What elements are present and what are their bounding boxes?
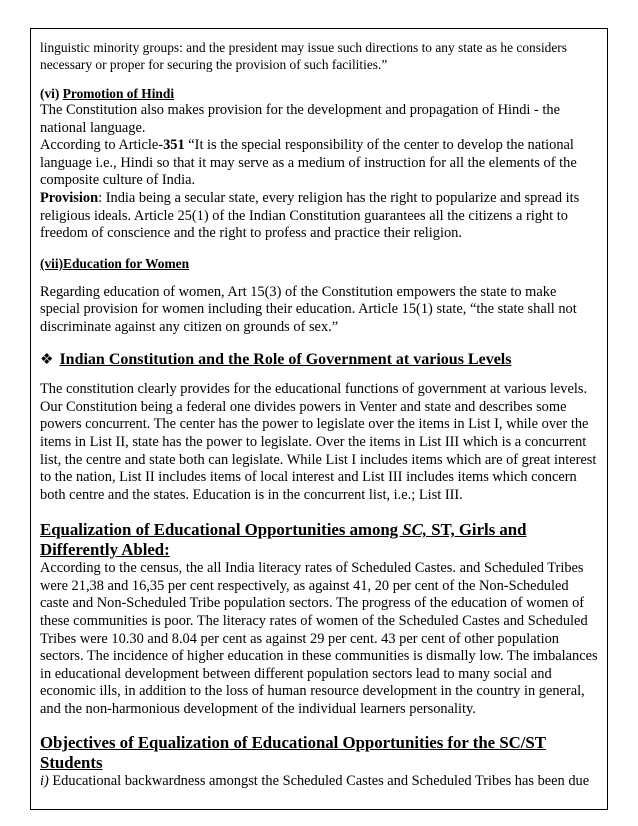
section-equal-paragraph: According to the census, the all India literacy rates of Scheduled Castes. and Scheduled Tribes were 21,38 and 16,35 per cent respectively, as against 41, 20 per cent of the Non-Scheduled caste and Non-Scheduled Tribe population sectors. The progress of the education of women of these communities is poor. The literacy rates of women of the Scheduled Castes and Scheduled Tribes were 10.30 and 8.04 per cent as against 29 per cent. 43 per cent of other population sectors. The incidence of higher education in these communities is dismally low. The imbalances in educational development between different population sectors lead to many social and economic ills, in addition to the loss of human resource development in the country in general, and the non-harmonious development of the individual learners personality. bbox=[40, 560, 598, 718]
intro-continuation: linguistic minority groups: and the president may issue such directions to any state as he considers necessary or proper for securing the provision of such facilities.” bbox=[40, 40, 567, 72]
provision-paragraph bbox=[40, 190, 599, 243]
provision-text: : India being a secular state, every religion has the right to popularize and spread its religious ideals. Article 25(1) of the Indian Constitution guarantees all the citizens a right to freedom of conscience and the right to profess and practice their religion. bbox=[40, 189, 580, 242]
section-obj-item bbox=[40, 773, 599, 791]
provision-label: Provision bbox=[40, 189, 99, 206]
section-vi-number: (vi) bbox=[40, 86, 60, 101]
section-vi-heading bbox=[40, 85, 599, 102]
section-gov-heading bbox=[40, 351, 599, 370]
equal-heading-sc: SC, bbox=[402, 520, 427, 540]
article-text: “It is the special responsibility of the center to develop the national language i.e., Hindi so that it may serve as a medium of instruction for all the elements of the composite culture of India. bbox=[40, 137, 577, 189]
section-vi-paragraph-1: The Constitution also makes provision for the development and propagation of Hindi - the national language. bbox=[40, 102, 560, 136]
section-obj-heading: Objectives of Equalization of Educational Opportunities for the SC/ST Students bbox=[40, 732, 546, 772]
equal-heading-part-b: ST, Girls and Differently Abled: bbox=[40, 520, 527, 560]
document-page bbox=[30, 28, 608, 810]
objective-item-text: Educational backwardness amongst the Scheduled Castes and Scheduled Tribes has been due bbox=[48, 772, 590, 789]
article-number: 351 bbox=[163, 137, 185, 154]
section-equal-heading bbox=[40, 520, 599, 560]
diamond-bullet-icon: ❖ bbox=[40, 351, 54, 368]
section-gov-paragraph: The constitution clearly provides for the educational functions of government at various levels. Our Constitution being a federal one divides powers in Venter and state and describes some powers concurrent. The center has the power to legislate over the items in List I, while over the items in List II, state has the power to legislate. Over the items in List III which is a concurrent list, the centre and state both can legislate. While List I includes items which are of great interest to the nation, List II includes items of local interest and List III includes items which concern both centre and the states. Education is in the concurrent list, i.e.; List III. bbox=[40, 381, 597, 503]
section-gov-title: Indian Constitution and the Role of Government at various Levels bbox=[59, 350, 512, 368]
equal-heading-part-a: Equalization of Educational Opportunities among bbox=[40, 520, 403, 540]
objective-item-label: i) bbox=[40, 772, 49, 789]
section-vi-paragraph-2 bbox=[40, 137, 599, 190]
section-vii-paragraph: Regarding education of women, Art 15(3) of the Constitution empowers the state to make special provision for women including their education. Article 15(1) state, “the state shall not discriminate against any citizen on grounds of sex.” bbox=[40, 283, 577, 335]
section-vii-heading: (vii)Education for Women bbox=[40, 255, 190, 271]
article-lead: According to Article- bbox=[40, 137, 164, 154]
section-vi-title: Promotion of Hindi bbox=[62, 86, 175, 101]
